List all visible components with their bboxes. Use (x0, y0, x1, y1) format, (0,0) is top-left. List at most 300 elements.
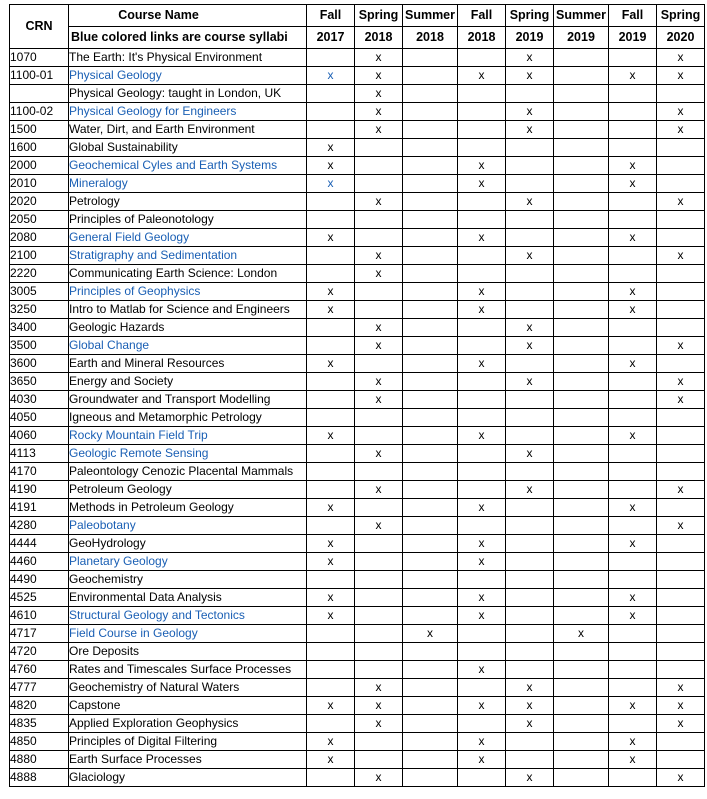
term-offered-cell (506, 301, 554, 319)
course-name-cell: Geochemistry (69, 571, 307, 589)
course-name-cell: The Earth: It's Physical Environment (69, 49, 307, 67)
term-offered-cell (554, 229, 609, 247)
term-offered-cell (403, 157, 458, 175)
term-offered-cell (657, 625, 705, 643)
crn-cell: 4835 (10, 715, 69, 733)
table-row (10, 247, 705, 265)
term-offered-cell: x (307, 499, 355, 517)
term-offered-cell (355, 301, 403, 319)
term-offered-cell: x (458, 535, 506, 553)
term-offered-cell: x (307, 175, 355, 193)
term-offered-cell (458, 211, 506, 229)
term-offered-cell (403, 409, 458, 427)
term-offered-cell (458, 121, 506, 139)
term-offered-cell (307, 121, 355, 139)
term-offered-cell (403, 139, 458, 157)
term-offered-cell: x (657, 49, 705, 67)
term-offered-cell (506, 355, 554, 373)
table-row (10, 103, 705, 121)
term-offered-cell (458, 247, 506, 265)
term-offered-cell: x (506, 67, 554, 85)
table-row (10, 373, 705, 391)
term-offered-cell (403, 85, 458, 103)
term-offered-cell (657, 607, 705, 625)
term-offered-cell (657, 283, 705, 301)
term-offered-cell: x (657, 337, 705, 355)
crn-cell: 1600 (10, 139, 69, 157)
term-offered-cell: x (506, 193, 554, 211)
term-offered-cell (657, 427, 705, 445)
crn-cell: 1500 (10, 121, 69, 139)
term-offered-cell: x (609, 67, 657, 85)
term-offered-cell (657, 463, 705, 481)
crn-cell: 4170 (10, 463, 69, 481)
term-year-header: 2018 (458, 27, 506, 49)
term-offered-cell (458, 85, 506, 103)
term-offered-cell (506, 571, 554, 589)
table-row (10, 265, 705, 283)
table-row (10, 301, 705, 319)
term-year-header: 2018 (403, 27, 458, 49)
term-offered-cell: x (355, 769, 403, 787)
term-offered-cell (506, 229, 554, 247)
term-offered-cell (307, 49, 355, 67)
term-offered-cell (355, 589, 403, 607)
term-offered-cell: x (458, 229, 506, 247)
term-offered-cell: x (609, 733, 657, 751)
term-offered-cell (458, 715, 506, 733)
term-offered-cell (307, 193, 355, 211)
term-offered-cell (458, 391, 506, 409)
term-offered-cell (554, 463, 609, 481)
term-offered-cell (609, 193, 657, 211)
term-offered-cell: x (355, 247, 403, 265)
term-offered-cell (506, 391, 554, 409)
term-offered-cell (458, 571, 506, 589)
term-offered-cell (403, 445, 458, 463)
term-offered-cell: x (609, 751, 657, 769)
table-row (10, 463, 705, 481)
term-offered-cell (403, 697, 458, 715)
table-row (10, 157, 705, 175)
term-offered-cell: x (657, 679, 705, 697)
term-offered-cell (554, 517, 609, 535)
crn-cell: 4050 (10, 409, 69, 427)
course-name-cell: Capstone (69, 697, 307, 715)
table-body (10, 49, 705, 787)
term-offered-cell: x (609, 499, 657, 517)
term-offered-cell (403, 733, 458, 751)
term-offered-cell (307, 409, 355, 427)
course-name-cell: Communicating Earth Science: London (69, 265, 307, 283)
course-name-cell: Water, Dirt, and Earth Environment (69, 121, 307, 139)
course-name-cell: Energy and Society (69, 373, 307, 391)
term-offered-cell (307, 463, 355, 481)
term-year-header: 2018 (355, 27, 403, 49)
term-year-header: 2019 (554, 27, 609, 49)
term-offered-cell (307, 265, 355, 283)
course-syllabus-link[interactable]: Global Change (69, 337, 307, 355)
term-offered-cell: x (609, 427, 657, 445)
term-offered-cell (609, 247, 657, 265)
course-syllabus-link[interactable]: Structural Geology and Tectonics (69, 607, 307, 625)
course-name-cell: Earth Surface Processes (69, 751, 307, 769)
term-offered-cell (554, 499, 609, 517)
crn-cell: 4280 (10, 517, 69, 535)
term-offered-cell (403, 103, 458, 121)
course-syllabus-link[interactable]: Geochemical Cyles and Earth Systems (69, 157, 307, 175)
course-name-cell: GeoHydrology (69, 535, 307, 553)
course-syllabus-link[interactable]: Physical Geology (69, 67, 307, 85)
course-syllabus-link[interactable]: Physical Geology for Engineers (69, 103, 307, 121)
course-syllabus-link[interactable]: Geologic Remote Sensing (69, 445, 307, 463)
table-row (10, 409, 705, 427)
crn-cell: 2220 (10, 265, 69, 283)
table-row (10, 733, 705, 751)
term-offered-cell (506, 85, 554, 103)
term-offered-cell (554, 67, 609, 85)
course-name-cell: Global Sustainability (69, 139, 307, 157)
course-syllabus-link[interactable]: Rocky Mountain Field Trip (69, 427, 307, 445)
course-name-header-label: Course Name (118, 8, 199, 22)
course-name-cell: Intro to Matlab for Science and Engineers (69, 301, 307, 319)
term-offered-cell: x (458, 157, 506, 175)
term-offered-cell (403, 373, 458, 391)
term-offered-cell: x (307, 589, 355, 607)
crn-cell: 4525 (10, 589, 69, 607)
term-offered-cell (609, 661, 657, 679)
header-row-years (10, 27, 705, 49)
term-offered-cell (458, 49, 506, 67)
term-offered-cell (458, 265, 506, 283)
term-offered-cell: x (355, 103, 403, 121)
term-offered-cell: x (506, 373, 554, 391)
crn-cell: 3005 (10, 283, 69, 301)
course-name-cell: Groundwater and Transport Modelling (69, 391, 307, 409)
term-offered-cell (458, 409, 506, 427)
term-offered-cell (458, 373, 506, 391)
term-offered-cell (657, 265, 705, 283)
term-offered-cell: x (458, 589, 506, 607)
term-offered-cell (458, 103, 506, 121)
crn-cell: 1100-02 (10, 103, 69, 121)
term-offered-cell (403, 301, 458, 319)
term-season-header: Spring (506, 5, 554, 27)
term-offered-cell: x (657, 697, 705, 715)
crn-cell: 4113 (10, 445, 69, 463)
term-offered-cell (609, 553, 657, 571)
table-row (10, 751, 705, 769)
term-offered-cell (554, 121, 609, 139)
term-offered-cell (657, 175, 705, 193)
term-offered-cell (657, 571, 705, 589)
term-offered-cell (307, 661, 355, 679)
term-offered-cell: x (307, 355, 355, 373)
term-offered-cell: x (307, 607, 355, 625)
term-offered-cell (554, 589, 609, 607)
term-offered-cell (458, 679, 506, 697)
term-offered-cell (657, 355, 705, 373)
table-row (10, 445, 705, 463)
term-offered-cell (506, 265, 554, 283)
term-season-header: Summer (554, 5, 609, 27)
term-offered-cell: x (458, 697, 506, 715)
term-offered-cell: x (506, 445, 554, 463)
course-syllabus-link[interactable]: Paleobotany (69, 517, 307, 535)
term-offered-cell (355, 643, 403, 661)
table-row (10, 175, 705, 193)
term-offered-cell (458, 139, 506, 157)
term-offered-cell (458, 643, 506, 661)
term-offered-cell (506, 157, 554, 175)
term-offered-cell (403, 337, 458, 355)
course-name-cell: Principles of Digital Filtering (69, 733, 307, 751)
course-name-cell: Igneous and Metamorphic Petrology (69, 409, 307, 427)
term-offered-cell: x (458, 301, 506, 319)
crn-cell: 3250 (10, 301, 69, 319)
term-offered-cell (554, 391, 609, 409)
term-offered-cell: x (657, 103, 705, 121)
term-offered-cell: x (458, 553, 506, 571)
term-year-header: 2017 (307, 27, 355, 49)
term-season-header: Spring (657, 5, 705, 27)
table-row (10, 193, 705, 211)
term-offered-cell (403, 193, 458, 211)
term-offered-cell (307, 679, 355, 697)
term-offered-cell: x (657, 517, 705, 535)
term-offered-cell (506, 463, 554, 481)
term-offered-cell (355, 409, 403, 427)
course-name-cell: Geochemistry of Natural Waters (69, 679, 307, 697)
term-offered-cell: x (609, 607, 657, 625)
term-offered-cell: x (609, 301, 657, 319)
term-offered-cell: x (506, 769, 554, 787)
term-offered-cell (403, 589, 458, 607)
term-offered-cell (307, 769, 355, 787)
term-offered-cell (657, 301, 705, 319)
term-offered-cell (554, 139, 609, 157)
term-offered-cell (506, 589, 554, 607)
term-offered-cell (657, 589, 705, 607)
term-offered-cell (355, 427, 403, 445)
term-offered-cell (554, 733, 609, 751)
term-offered-cell (554, 679, 609, 697)
term-offered-cell (506, 553, 554, 571)
term-offered-cell: x (355, 265, 403, 283)
table-row (10, 67, 705, 85)
term-offered-cell: x (307, 535, 355, 553)
term-offered-cell (609, 571, 657, 589)
course-name-header (69, 5, 307, 27)
term-offered-cell (403, 463, 458, 481)
crn-cell: 4880 (10, 751, 69, 769)
term-offered-cell (554, 283, 609, 301)
term-offered-cell (657, 211, 705, 229)
course-syllabus-link[interactable]: Planetary Geology (69, 553, 307, 571)
crn-cell: 4191 (10, 499, 69, 517)
term-offered-cell (657, 139, 705, 157)
term-offered-cell (554, 247, 609, 265)
term-offered-cell (307, 247, 355, 265)
term-offered-cell (609, 49, 657, 67)
table-row (10, 391, 705, 409)
crn-cell: 4820 (10, 697, 69, 715)
term-offered-cell: x (657, 391, 705, 409)
course-name-cell: Rates and Timescales Surface Processes (69, 661, 307, 679)
term-offered-cell (554, 265, 609, 283)
term-offered-cell: x (657, 121, 705, 139)
term-offered-cell: x (355, 481, 403, 499)
table-row (10, 535, 705, 553)
term-season-header: Fall (307, 5, 355, 27)
crn-cell: 4460 (10, 553, 69, 571)
term-offered-cell: x (506, 103, 554, 121)
crn-cell: 2080 (10, 229, 69, 247)
term-offered-cell: x (506, 247, 554, 265)
table-row (10, 643, 705, 661)
course-name-cell: Paleontology Cenozic Placental Mammals (69, 463, 307, 481)
course-schedule-table (9, 4, 705, 787)
term-offered-cell (554, 193, 609, 211)
term-offered-cell (506, 607, 554, 625)
term-offered-cell (554, 103, 609, 121)
term-offered-cell (307, 319, 355, 337)
term-offered-cell (403, 571, 458, 589)
term-offered-cell: x (307, 427, 355, 445)
crn-cell: 1070 (10, 49, 69, 67)
term-offered-cell: x (609, 175, 657, 193)
term-offered-cell (355, 751, 403, 769)
crn-cell: 4888 (10, 769, 69, 787)
term-offered-cell (355, 283, 403, 301)
term-offered-cell (609, 265, 657, 283)
term-season-header: Fall (458, 5, 506, 27)
crn-cell: 2000 (10, 157, 69, 175)
term-offered-cell (554, 481, 609, 499)
term-offered-cell: x (307, 553, 355, 571)
term-offered-cell (355, 139, 403, 157)
crn-cell: 4610 (10, 607, 69, 625)
term-offered-cell (403, 283, 458, 301)
table-row (10, 319, 705, 337)
term-offered-cell: x (307, 301, 355, 319)
term-season-header: Spring (355, 5, 403, 27)
course-syllabus-link[interactable]: General Field Geology (69, 229, 307, 247)
term-offered-cell (355, 499, 403, 517)
term-offered-cell (657, 643, 705, 661)
term-offered-cell (506, 409, 554, 427)
term-offered-cell (657, 85, 705, 103)
term-offered-cell (355, 535, 403, 553)
table-row (10, 121, 705, 139)
course-syllabus-link[interactable]: Stratigraphy and Sedimentation (69, 247, 307, 265)
term-offered-cell (307, 643, 355, 661)
term-offered-cell (554, 643, 609, 661)
term-offered-cell (609, 139, 657, 157)
term-offered-cell (355, 355, 403, 373)
term-offered-cell (458, 337, 506, 355)
course-name-cell: Petrology (69, 193, 307, 211)
term-offered-cell (506, 175, 554, 193)
term-offered-cell (458, 769, 506, 787)
term-offered-cell (554, 373, 609, 391)
term-offered-cell (554, 175, 609, 193)
term-offered-cell (554, 409, 609, 427)
term-offered-cell: x (657, 481, 705, 499)
term-offered-cell (609, 445, 657, 463)
table-row (10, 337, 705, 355)
term-offered-cell: x (307, 139, 355, 157)
term-offered-cell (609, 121, 657, 139)
term-offered-cell (458, 517, 506, 535)
table-row (10, 661, 705, 679)
term-offered-cell (609, 769, 657, 787)
term-offered-cell (403, 499, 458, 517)
term-offered-cell (554, 751, 609, 769)
course-name-cell: Physical Geology: taught in London, UK (69, 85, 307, 103)
table-row (10, 427, 705, 445)
term-offered-cell (403, 175, 458, 193)
term-offered-cell: x (307, 751, 355, 769)
term-offered-cell (307, 373, 355, 391)
crn-cell: 4060 (10, 427, 69, 445)
table-row (10, 85, 705, 103)
term-offered-cell: x (355, 319, 403, 337)
term-offered-cell (307, 517, 355, 535)
term-offered-cell (355, 661, 403, 679)
term-offered-cell (609, 679, 657, 697)
term-offered-cell (403, 661, 458, 679)
term-offered-cell: x (355, 49, 403, 67)
course-name-cell: Applied Exploration Geophysics (69, 715, 307, 733)
course-syllabus-link[interactable]: Mineralogy (69, 175, 307, 193)
term-offered-cell (403, 319, 458, 337)
term-offered-cell (355, 229, 403, 247)
term-offered-cell: x (307, 67, 355, 85)
table-header (10, 5, 705, 49)
header-row-seasons (10, 5, 705, 27)
term-offered-cell (458, 463, 506, 481)
term-offered-cell (458, 319, 506, 337)
term-offered-cell: x (355, 445, 403, 463)
course-syllabus-link[interactable]: Field Course in Geology (69, 625, 307, 643)
term-season-header: Fall (609, 5, 657, 27)
term-offered-cell: x (506, 679, 554, 697)
term-offered-cell: x (609, 283, 657, 301)
term-offered-cell (609, 409, 657, 427)
term-offered-cell (657, 553, 705, 571)
crn-cell: 3600 (10, 355, 69, 373)
term-offered-cell (403, 769, 458, 787)
term-offered-cell (403, 355, 458, 373)
course-name-cell: Glaciology (69, 769, 307, 787)
term-offered-cell (657, 445, 705, 463)
term-offered-cell (307, 715, 355, 733)
term-offered-cell (554, 445, 609, 463)
term-offered-cell: x (506, 337, 554, 355)
course-syllabus-link[interactable]: Principles of Geophysics (69, 283, 307, 301)
term-offered-cell (307, 625, 355, 643)
term-offered-cell (657, 535, 705, 553)
term-offered-cell (403, 535, 458, 553)
table-row (10, 769, 705, 787)
term-offered-cell: x (307, 697, 355, 715)
table-row (10, 607, 705, 625)
term-offered-cell: x (657, 715, 705, 733)
term-offered-cell: x (307, 229, 355, 247)
term-offered-cell (554, 607, 609, 625)
table-row (10, 715, 705, 733)
